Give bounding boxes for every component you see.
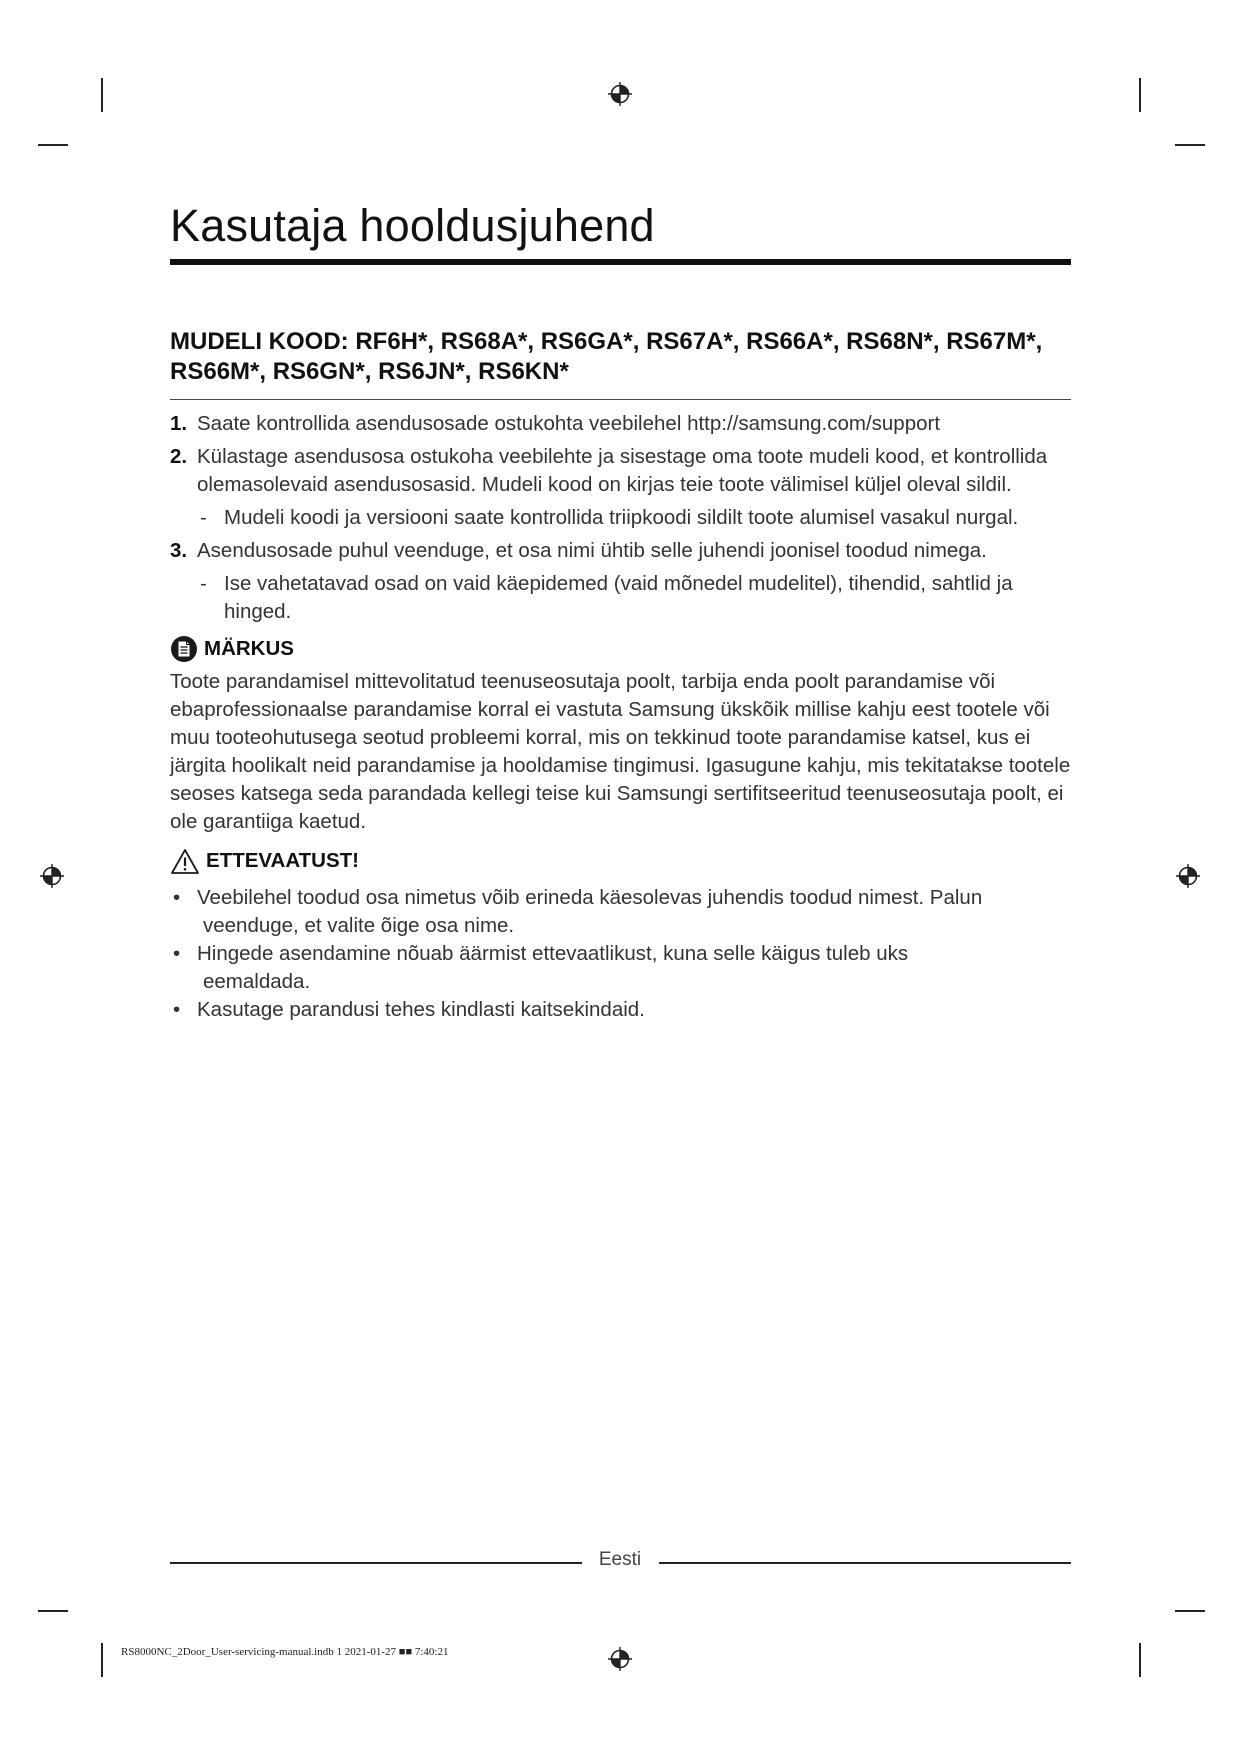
crop-mark-left-lower <box>38 1610 68 1612</box>
note-heading <box>170 632 1071 666</box>
registration-mark-top-icon <box>607 81 633 107</box>
caution-item-line-1: Veebilehel toodud osa nimetus võib erineda käesolevas juhendis toodud nimest. Palun <box>197 886 983 909</box>
registration-mark-right-icon <box>1175 863 1201 889</box>
footer-rule-right <box>659 1562 1071 1564</box>
step-text: Külastage asendusosa ostukoha veebilehte ja sisestage oma toote mudeli kood, et kontrollida olemasolevaid asendusosasid. Mudeli kood on kirjas teie toote välimisel küljel oleval sildil. <box>197 445 1048 496</box>
title-rule <box>170 259 1071 265</box>
footer-language: Eesti <box>598 1549 642 1570</box>
caution-item-line-2: eemaldada. <box>203 970 311 993</box>
caution-item-line-1: Hingede asendamine nõuab äärmist ettevaatlikust, kuna selle käigus tuleb uks <box>197 942 909 965</box>
step-text: Asendusosade puhul veenduge, et osa nimi ühtib selle juhendi joonisel toodud nimega. <box>197 539 987 562</box>
step-sub-text: Mudeli koodi ja versiooni saate kontrollida triipkoodi sildilt toote alumisel vasakul nurgal. <box>224 506 1019 529</box>
step-number: 2. <box>170 445 188 468</box>
caution-item-line-1: Kasutage parandusi tehes kindlasti kaitsekindaid. <box>197 998 645 1021</box>
model-code-heading <box>170 327 1071 400</box>
model-code-line-1: MUDELI KOOD: RF6H*, RS68A*, RS6GA*, RS67A*, RS66A*, RS68N*, RS67M*, <box>170 328 1043 355</box>
caution-item: • Veebilehel toodud osa nimetus võib erineda käesolevas juhendis toodud nimest. Palun veenduge, et valite õige osa nime. <box>173 886 983 937</box>
step-number: 3. <box>170 539 188 562</box>
caution-title: ETTEVAATUST! <box>206 849 359 872</box>
steps-list <box>170 410 1071 626</box>
registration-mark-bottom-icon <box>607 1646 633 1672</box>
crop-mark-top-left <box>101 78 103 112</box>
main-content <box>170 327 1071 1024</box>
step-number: 1. <box>170 412 188 435</box>
step-text: Saate kontrollida asendusosade ostukohta veebilehel http://samsung.com/support <box>197 412 941 435</box>
note-icon <box>170 635 198 663</box>
registration-mark-left-icon <box>39 863 65 889</box>
step-item <box>170 537 1071 565</box>
crop-mark-top-right <box>1139 78 1141 112</box>
print-info: RS8000NC_2Door_User-servicing-manual.indb 1 2021-01-27 ■■ 7:40:21 <box>121 1646 449 1658</box>
crop-mark-bottom-left <box>101 1643 103 1677</box>
crop-mark-bottom-right <box>1139 1643 1141 1677</box>
footer-rule-left <box>170 1562 582 1564</box>
model-code-line-2: RS66M*, RS6GN*, RS6JN*, RS6KN* <box>170 358 569 385</box>
caution-heading <box>170 844 1071 878</box>
caution-item: • Kasutage parandusi tehes kindlasti kaitsekindaid. <box>173 998 645 1021</box>
step-item <box>170 410 1071 438</box>
page-title: Kasutaja hooldusjuhend <box>170 200 655 251</box>
step-sub-note: - Ise vahetatavad osad on vaid käepidemed (vaid mõnedel mudelitel), tihendid, sahtlid ja hinged. <box>200 572 1013 623</box>
crop-mark-right-lower <box>1175 1610 1205 1612</box>
caution-list <box>170 884 1071 1024</box>
crop-mark-left-upper <box>38 144 68 146</box>
note-text: Toote parandamisel mittevolitatud teenuseosutaja poolt, tarbija enda poolt parandamise või ebaprofessionaalse parandamise korral ei vastuta Samsung ükskõik millise kahju eest tootele või muu tooteohutusega seotud probleemi korral, mis on tekkinud toote parandamise katsel, kus ei järgita hoolikalt neid parandamise ja hooldamise tingimusi. Igasugune kahju, mis tekitatakse tootele seoses katsega seda parandada kellegi teise kui Samsungi sertifitseeritud teenuseosutaja poolt, ei ole garantiiga kaetud. <box>170 670 1071 833</box>
step-item <box>170 443 1071 499</box>
note-title: MÄRKUS <box>204 637 294 660</box>
caution-item-line-2: veenduge, et valite õige osa nime. <box>203 914 515 937</box>
warning-triangle-icon <box>170 848 200 875</box>
step-sub-note: - Mudeli koodi ja versiooni saate kontrollida triipkoodi sildilt toote alumisel vasakul nurgal. <box>200 506 1019 529</box>
step-sub-text: Ise vahetatavad osad on vaid käepidemed (vaid mõnedel mudelitel), tihendid, sahtlid ja hinged. <box>224 572 1013 623</box>
crop-mark-right-upper <box>1175 144 1205 146</box>
caution-item: • Hingede asendamine nõuab äärmist ettevaatlikust, kuna selle käigus tuleb uks eemaldada. <box>173 942 909 993</box>
